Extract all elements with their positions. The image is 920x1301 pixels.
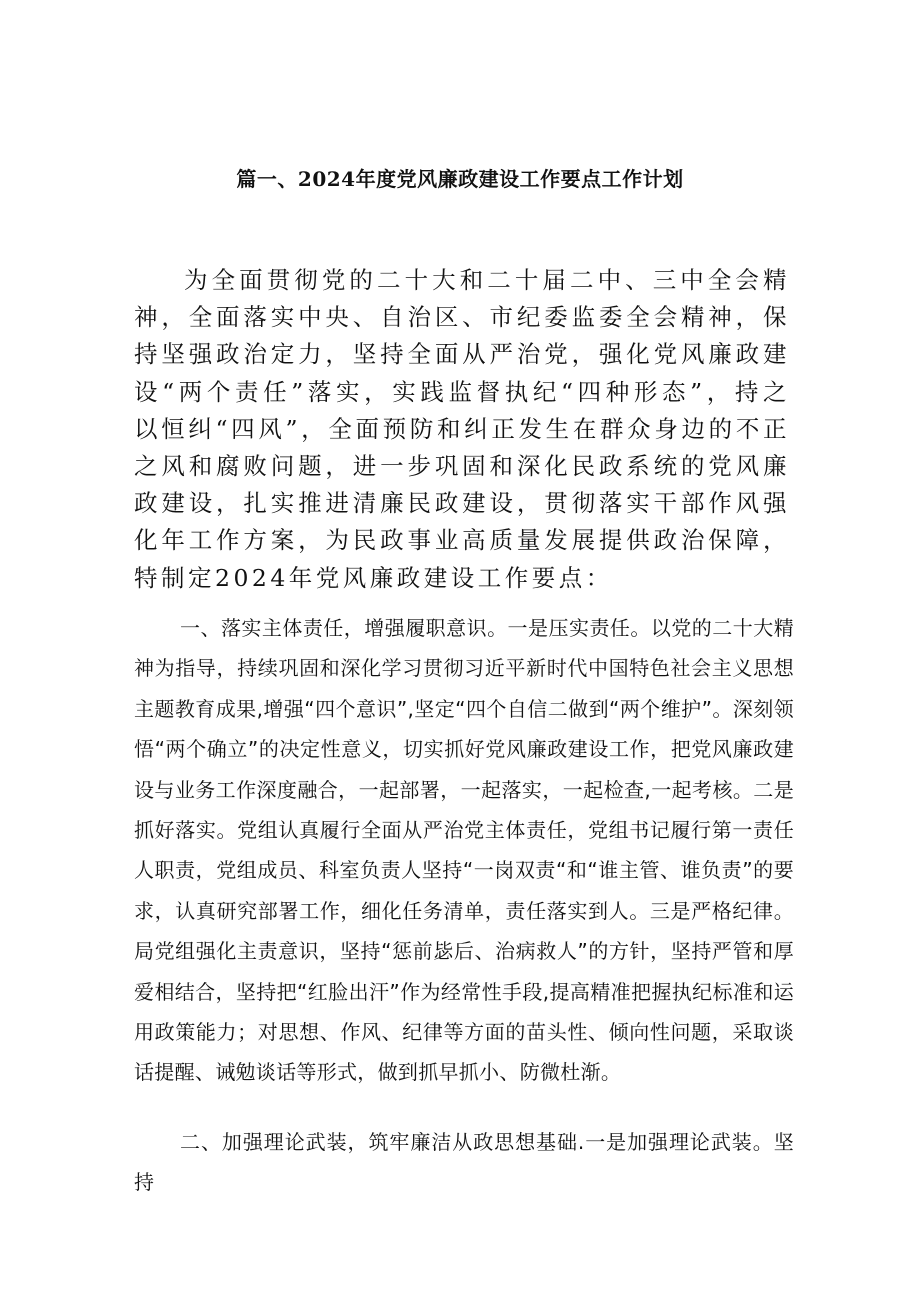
- intro-paragraph: 为全面贯彻党的二十大和二十届二中、三中全会精神，全面落实中央、自治区、市纪委监委全会精神，保持坚强政治定力，坚持全面从严治党，强化党风廉政建设“两个责任”落实，实践监督执纪“四种形态”，持之以恒纠“四风”，全面预防和纠正发生在群众身边的不正之风和腐败问题，进一步巩固和深化民政系统的党风廉政建设，扎实推进清廉民政建设，贯彻落实干部作风强化年工作方案，为民政事业高质量发展提供政治保障，特制定2024年党风廉政建设工作要点：: [134, 266, 790, 592]
- section-1-paragraph: 一、落实主体责任，增强履职意识。一是压实责任。以党的二十大精神为指导，持续巩固和深化学习贯彻习近平新时代中国特色社会主义思想主题教育成果,增强“四个意识”,坚定“四个自信二做到“两个维护”。深刻领悟“两个确立”的决定性意义，切实抓好党风廉政建设工作，把党风廉政建设与业务工作深度融合，一起部署，一起落实，一起检查,一起考核。二是抓好落实。党组认真履行全面从严治党主体责任，党组书记履行第一责任人职责，党组成员、科室负责人坚持“一岗双责“和“谁主管、谁负责”的要求，认真研究部署工作，细化任务清单，责任落实到人。三是严格纪律。局党组强化主责意识，坚持“惩前毖后、治病救人”的方针，坚持严管和厚爱相结合，坚持把“红脸出汗”作为经常性手段,提高精准把握执纪标准和运用政策能力；对思想、作风、纪律等方面的苗头性、倾向性问题，采取谈话提醒、诫勉谈话等形式，做到抓早抓小、防微杜渐。: [134, 616, 794, 1085]
- document-title: 篇一、2024年度党风廉政建设工作要点工作计划: [236, 167, 684, 191]
- section-2-paragraph: 二、加强理论武装，筑牢廉洁从政思想基础.一是加强理论武装。坚持: [134, 1130, 794, 1195]
